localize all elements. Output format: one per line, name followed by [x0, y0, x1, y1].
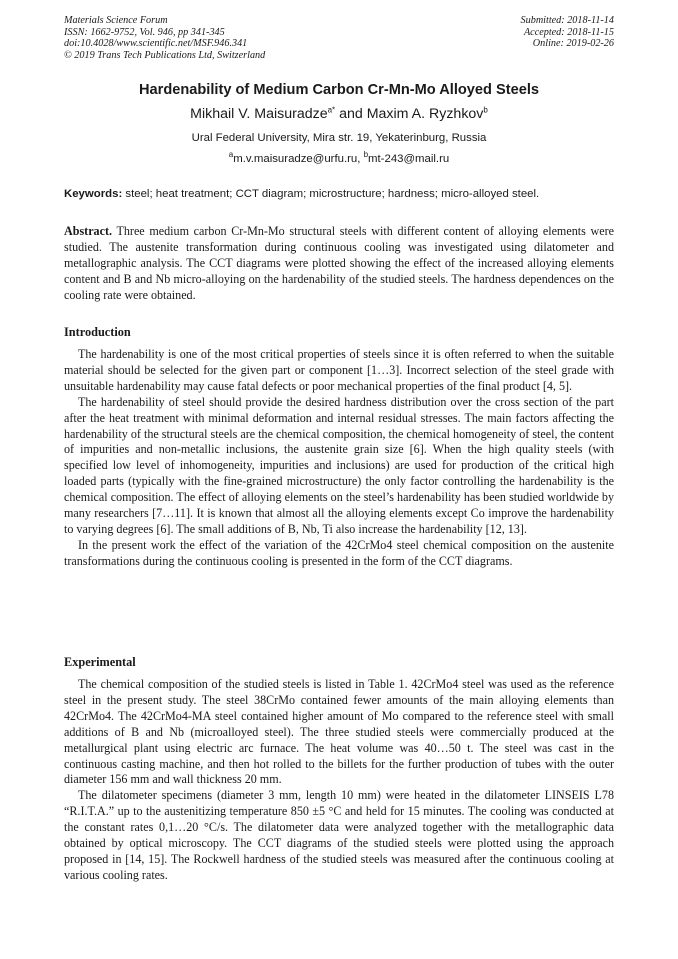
- introduction-body: [64, 347, 614, 570]
- paragraph: The dilatometer specimens (diameter 3 mm, length 10 mm) were heated in the dilatometer LINSEIS L78 “R.I.T.A.” up to the austenitizing temperature 850 ±5 °C and held for 15 minutes. The cooling was conducted at the constant rates 0,1…20 °C/s. The dilatometer data were analyzed together with the metallographic data obtained by optical microscopy. The CCT diagrams of the studied steels were plotted using the approach proposed in [14, 15]. The Rockwell hardness of the studied steels was measured after the continuous cooling at various cooling rates.: [64, 788, 614, 882]
- doi-line: doi:10.4028/www.scientific.net/MSF.946.341: [64, 38, 248, 50]
- author-conj: and: [335, 106, 367, 122]
- keywords: [64, 188, 616, 200]
- paragraph: In the present work the effect of the variation of the 42CrMo4 steel chemical composition on the austenite transformations during the continuous cooling is presented in the form of the CCT diagrams.: [64, 537, 614, 568]
- journal-info: [64, 15, 265, 61]
- paragraph: The chemical composition of the studied steels is listed in Table 1. 42CrMo4 steel was used as the reference steel in the present study. The steel 38CrMo contained fewer amounts of the main alloying elements than 42CrMo4. The 42CrMo4-MA steel contained higher amount of Mo compared to the reference steel with small additions of B and Nb (microalloyed steel). The three studied steels were commercially produced at the metallurgical plant using electric arc furnace. The heat volume was 40…50 t. The steel was cast in the continuous casting machine, and then hot rolled to the billets for the further production of tubes with the outer diameter 156 mm and wall thickness 20 mm.: [64, 677, 614, 787]
- keywords-label: Keywords:: [64, 188, 123, 200]
- online-date: Online: 2019-02-26: [532, 38, 614, 50]
- experimental-body: [64, 677, 614, 884]
- journal-name: Materials Science Forum: [64, 15, 168, 26]
- email-b-sup: b: [363, 150, 369, 160]
- author-2: Maxim A. Ryzhkov: [366, 106, 484, 122]
- email-b: mt-243@mail.ru: [368, 153, 450, 165]
- section-heading-introduction: Introduction: [64, 325, 131, 339]
- author-1: Mikhail V. Maisuradze: [190, 106, 328, 122]
- author-line: [0, 106, 678, 122]
- abstract: [64, 224, 614, 304]
- paper-title: Hardenability of Medium Carbon Cr-Mn-Mo Alloyed Steels: [138, 82, 539, 98]
- author-1-sup: a*: [327, 105, 336, 115]
- author-2-sup: b: [483, 105, 488, 115]
- paragraph: The hardenability is one of the most critical properties of steels since it is often referred to when the suitable material should be selected for the given part or component [1…3]. Incorrect selection of the steel grade with unsuitable hardenability may cause fatal defects or poor mechanical properties of the final product [4, 5].: [64, 347, 614, 393]
- submission-dates: [521, 15, 614, 50]
- abstract-text: Three medium carbon Cr-Mn-Mo structural steels with different content of alloying elements were studied. The austenite transformation during continuous cooling was investigated using dilatometer and metallographic analysis. The CCT diagrams were plotted showing the effect of the increased alloying elements content and B and Nb micro-alloying on the hardenability of the studied steels. The hardness dependences on the cooling rate were obtained.: [64, 224, 614, 302]
- email-a-sup: a: [228, 150, 234, 160]
- submitted-date: Submitted: 2018-11-14: [520, 15, 614, 26]
- paragraph: The hardenability of steel should provide the desired hardness distribution over the cross section of the part after the heat treatment with minimal deformation and internal residual stresses. The main factors affecting the hardenability of the structural steels are the chemical composition, the chemical homogeneity of steel, the content of impurities and non-metallic inclusions, the austenite grain size [6]. When the high quality steels (with specified low level of inhomogeneity, impurities and inclusions) are used for production of the critical high loaded parts (typically with the fine-grained microstructure) the only factor controlling the hardenability is the chemical composition. The effect of alloying elements on the steel’s hardenability has been studied worldwide by many researchers [7…11]. It is known that almost all the alloying elements except Co improve the hardenability to varying degrees [6]. The small additions of B, Nb, Ti also increase the hardenability [12, 13].: [64, 394, 614, 536]
- abstract-label: Abstract.: [64, 224, 113, 238]
- issn-line: ISSN: 1662-9752, Vol. 946, pp 341-345: [64, 26, 225, 38]
- email-a: m.v.maisuradze@urfu.ru,: [233, 153, 364, 165]
- section-heading-experimental: Experimental: [64, 655, 136, 669]
- affiliation: Ural Federal University, Mira str. 19, Yekaterinburg, Russia: [191, 132, 487, 144]
- copyright-line: © 2019 Trans Tech Publications Ltd, Switzerland: [64, 49, 266, 61]
- accepted-date: Accepted: 2018-11-15: [523, 26, 614, 38]
- email-line: [0, 150, 678, 165]
- keywords-text: steel; heat treatment; CCT diagram; microstructure; hardness; micro-alloyed steel.: [122, 188, 540, 200]
